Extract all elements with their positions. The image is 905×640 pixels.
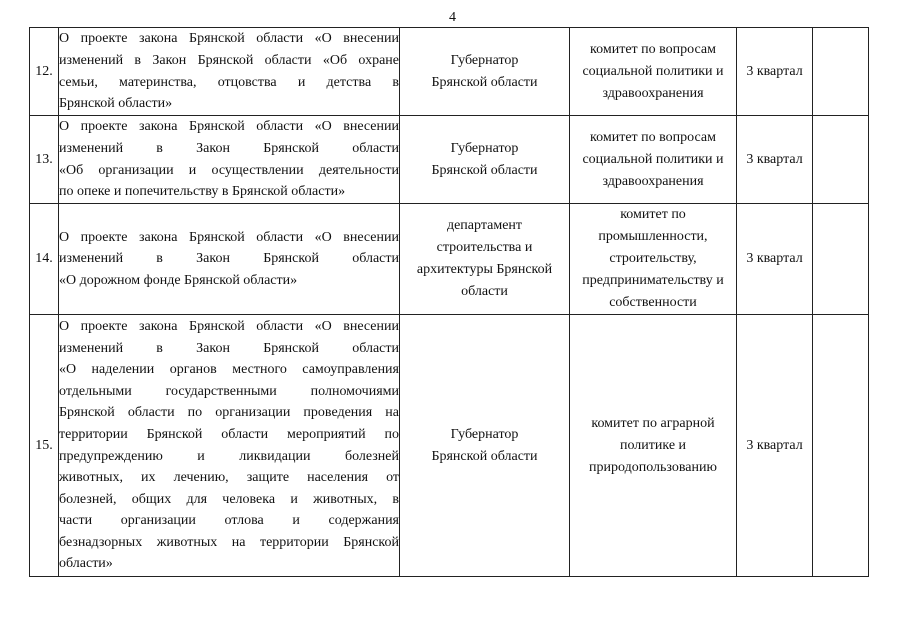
committee-line: социальной политики и xyxy=(582,63,724,79)
bill-title-line: предупреждению и ликвидации болезней xyxy=(59,448,399,464)
responsible-committee xyxy=(570,28,737,116)
bill-title xyxy=(59,204,400,315)
deadline-quarter: 3 квартал xyxy=(737,315,813,577)
bill-title-line: О проекте закона Брянской области «О внесении xyxy=(59,318,399,334)
bill-title-line: по опеке и попечительству в Брянской области» xyxy=(59,184,346,200)
deadline-quarter: 3 квартал xyxy=(737,28,813,116)
bill-author-line: строительства и xyxy=(436,240,533,255)
bill-author-line: архитектуры Брянской xyxy=(416,262,553,277)
bill-title xyxy=(59,315,400,577)
committee-line: природопользованию xyxy=(589,459,717,475)
table-row xyxy=(30,204,869,315)
bill-title-line: части организации отлова и содержания xyxy=(59,513,399,529)
bill-title-line: «О дорожном фонде Брянской области» xyxy=(59,272,298,288)
bill-author xyxy=(400,315,570,577)
bill-title-line: области» xyxy=(59,556,113,572)
table-row xyxy=(30,116,869,204)
committee-line: комитет по аграрной xyxy=(591,415,715,431)
committee-line: здравоохранения xyxy=(602,85,704,101)
bill-author-line: Губернатор xyxy=(450,52,519,68)
bill-author xyxy=(400,28,570,116)
responsible-committee xyxy=(570,315,737,577)
bill-title-line: изменений в Закон Брянской области xyxy=(59,140,399,156)
page-number: 4 xyxy=(449,10,456,25)
bill-title-line: «О наделении органов местного самоуправления xyxy=(59,362,399,378)
table-row xyxy=(30,315,869,577)
bill-title-line: семьи, материнства, отцовства и детства в xyxy=(59,74,399,90)
bill-author-line: Брянской области xyxy=(431,74,538,90)
row-number: 15. xyxy=(30,315,59,577)
committee-line: предпринимательству и xyxy=(582,273,724,288)
bill-title-line: болезней, общих для человека и животных, в xyxy=(59,491,399,507)
row-number: 12. xyxy=(30,28,59,116)
bill-title-line: безнадзорных животных на территории Брянской xyxy=(59,534,399,550)
bill-author-line: Брянской области xyxy=(431,162,538,178)
notes-cell xyxy=(813,315,869,577)
bill-author-line: департамент xyxy=(446,218,523,233)
bill-title xyxy=(59,28,400,116)
deadline-quarter: 3 квартал xyxy=(737,204,813,315)
committee-line: здравоохранения xyxy=(602,173,704,189)
notes-cell xyxy=(813,116,869,204)
committee-line: комитет по вопросам xyxy=(590,41,716,57)
responsible-committee xyxy=(570,204,737,315)
bill-author-line: Брянской области xyxy=(431,448,538,464)
committee-line: строительству, xyxy=(609,251,697,266)
committee-line: комитет по xyxy=(620,207,686,222)
bill-title-line: «Об организации и осуществлении деятельности xyxy=(59,162,399,178)
row-number: 14. xyxy=(30,204,59,315)
bill-title-line: Брянской области» xyxy=(59,96,173,112)
bill-title-line: отдельными государственными полномочиями xyxy=(59,383,399,399)
committee-line: комитет по вопросам xyxy=(590,129,716,145)
responsible-committee xyxy=(570,116,737,204)
bill-title-line: животных, их лечению, защите населения от xyxy=(59,470,399,486)
bill-title-line: О проекте закона Брянской области «О внесении xyxy=(59,229,399,245)
committee-line: собственности xyxy=(609,295,697,310)
bill-author xyxy=(400,204,570,315)
committee-line: политике и xyxy=(619,437,687,453)
bill-author xyxy=(400,116,570,204)
bill-title-line: изменений в Закон Брянской области «Об охране xyxy=(59,52,399,68)
table-row xyxy=(30,28,869,116)
bill-author-line: Губернатор xyxy=(450,426,519,442)
committee-line: социальной политики и xyxy=(582,151,724,167)
bill-title-line: О проекте закона Брянской области «О внесении xyxy=(59,31,399,47)
bill-title xyxy=(59,116,400,204)
committee-line: промышленности, xyxy=(598,229,708,244)
notes-cell xyxy=(813,28,869,116)
notes-cell xyxy=(813,204,869,315)
bill-title-line: Брянской области по организации проведения на xyxy=(59,405,399,421)
bill-title-line: территории Брянской области мероприятий по xyxy=(59,426,399,442)
bill-author-line: Губернатор xyxy=(450,140,519,156)
legislative-plan-table xyxy=(29,27,869,577)
row-number: 13. xyxy=(30,116,59,204)
bill-author-line: области xyxy=(461,284,508,299)
bill-title-line: изменений в Закон Брянской области xyxy=(59,251,399,267)
bill-title-line: О проекте закона Брянской области «О внесении xyxy=(59,119,399,135)
bill-title-line: изменений в Закон Брянской области xyxy=(59,340,399,356)
deadline-quarter: 3 квартал xyxy=(737,116,813,204)
